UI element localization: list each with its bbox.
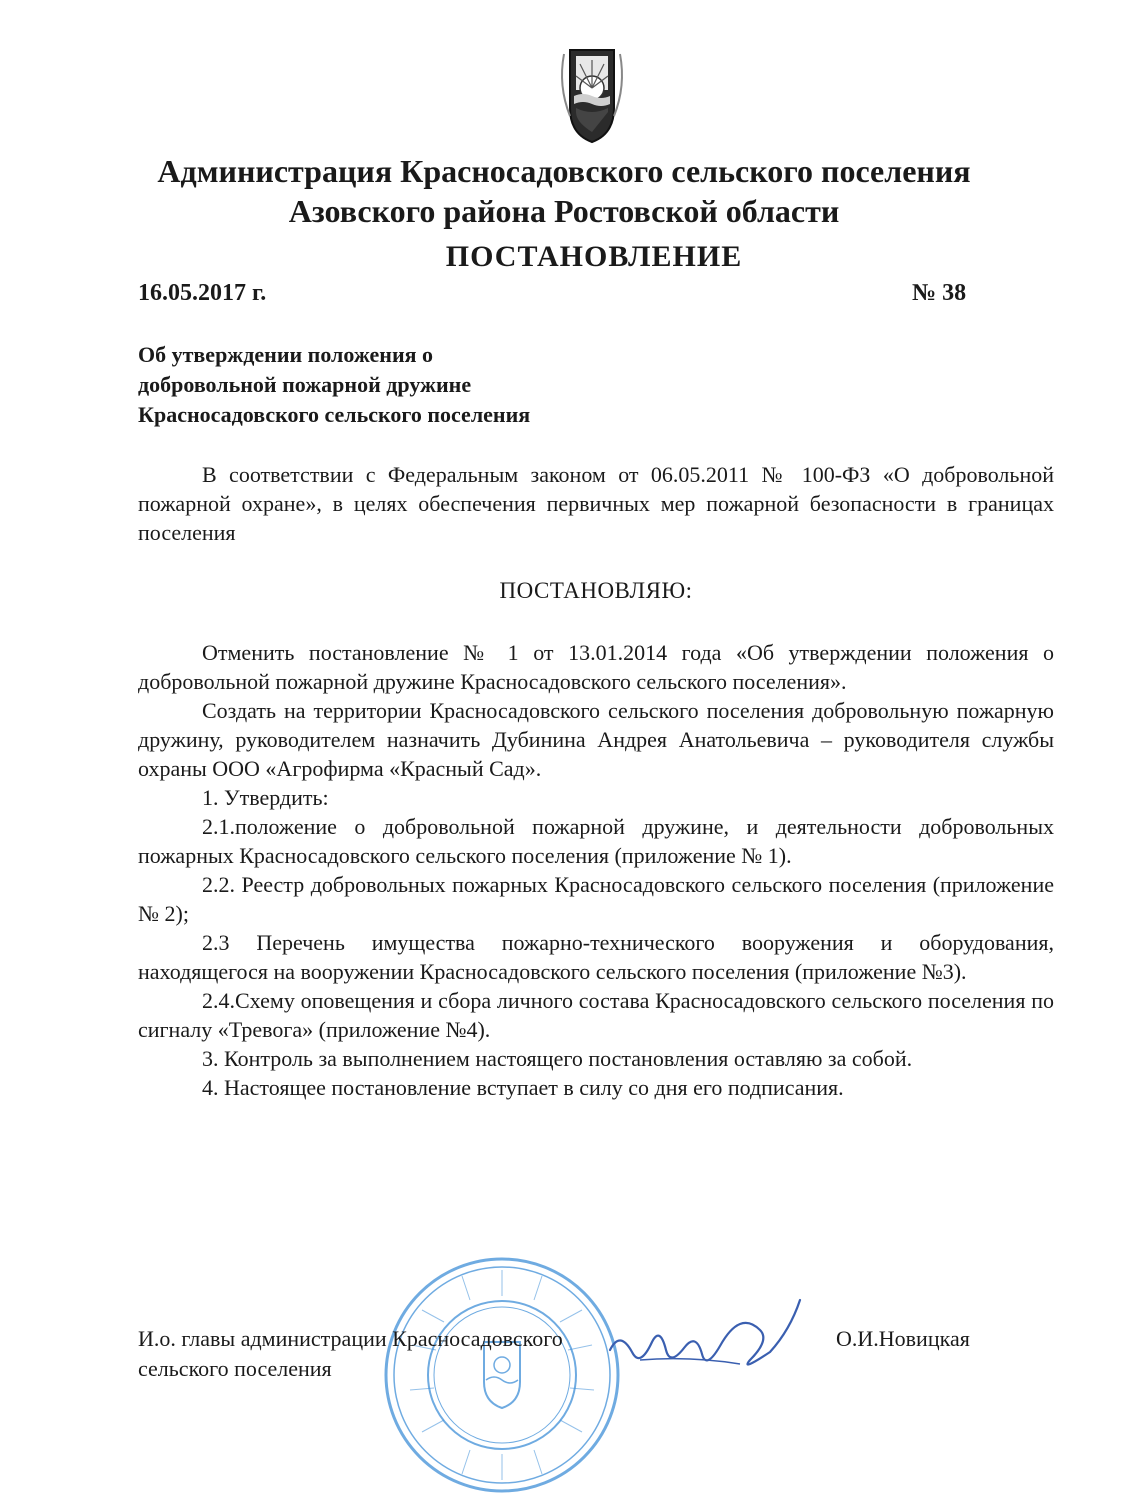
document-number: № 38 <box>912 280 967 306</box>
signer-title-line-2: сельского поселения <box>138 1356 332 1381</box>
paragraph-cancel: Отменить постановление № 1 от 13.01.2014 года «Об утверждении положения о добровольной пожарной дружине Красносадовского сельского поселения». <box>138 640 1054 694</box>
document-type-title: ПОСТАНОВЛЕНИЕ <box>445 240 743 273</box>
preamble-block <box>138 460 1054 547</box>
handwritten-signature <box>600 1290 820 1400</box>
subject-line-3: Красносадовского сельского поселения <box>138 402 531 427</box>
subject-line-2: добровольной пожарной дружине <box>138 372 472 397</box>
subject-line-1: Об утверждении положения о <box>138 342 434 367</box>
signature-block <box>138 1324 563 1384</box>
paragraph-2-3: 2.3 Перечень имущества пожарно-технического вооружения и оборудования, находящегося на вооружении Красносадовского сельского поселения (приложение №3). <box>138 930 1054 984</box>
document-date: 16.05.2017 г. <box>138 280 267 306</box>
paragraph-2-1: 2.1.положение о добровольной пожарной дружине, и деятельности добровольных пожарных Красносадовского сельского поселения (приложение № 1). <box>138 814 1054 868</box>
paragraph-4: 4. Настоящее постановление вступает в силу со дня его подписания. <box>202 1075 844 1100</box>
decree-word: ПОСТАНОВЛЯЮ: <box>499 578 693 603</box>
signer-title-line-1: И.о. главы администрации Красносадовского <box>138 1326 563 1351</box>
decree-body <box>138 638 1054 1102</box>
signer-name: О.И.Новицкая <box>836 1326 970 1351</box>
header-line-2: Азовского района Ростовской области <box>288 193 840 229</box>
header-line-1: Администрация Красносадовского сельского поселения <box>157 153 971 189</box>
paragraph-2-2: 2.2. Реестр добровольных пожарных Красносадовского сельского поселения (приложение № 2); <box>138 872 1054 926</box>
document-subject <box>138 340 658 430</box>
paragraph-3: 3. Контроль за выполнением настоящего постановления оставляю за собой. <box>202 1046 913 1071</box>
paragraph-2-4: 2.4.Схему оповещения и сбора личного состава Красносадовского сельского поселения по сигналу «Тревога» (приложение №4). <box>138 988 1054 1042</box>
paragraph-1: 1. Утвердить: <box>202 785 329 810</box>
coat-of-arms-emblem <box>556 46 628 146</box>
preamble-paragraph: В соответствии с Федеральным законом от 06.05.2011 № 100-ФЗ «О добровольной пожарной охране», в целях обеспечения первичных мер пожарной безопасности в границах поселения <box>138 462 1054 545</box>
paragraph-create: Создать на территории Красносадовского сельского поселения добровольную пожарную дружину, руководителем назначить Дубинина Андрея Анатольевича – руководителя службы охраны ООО «Агрофирма «Красный Сад». <box>138 698 1054 781</box>
